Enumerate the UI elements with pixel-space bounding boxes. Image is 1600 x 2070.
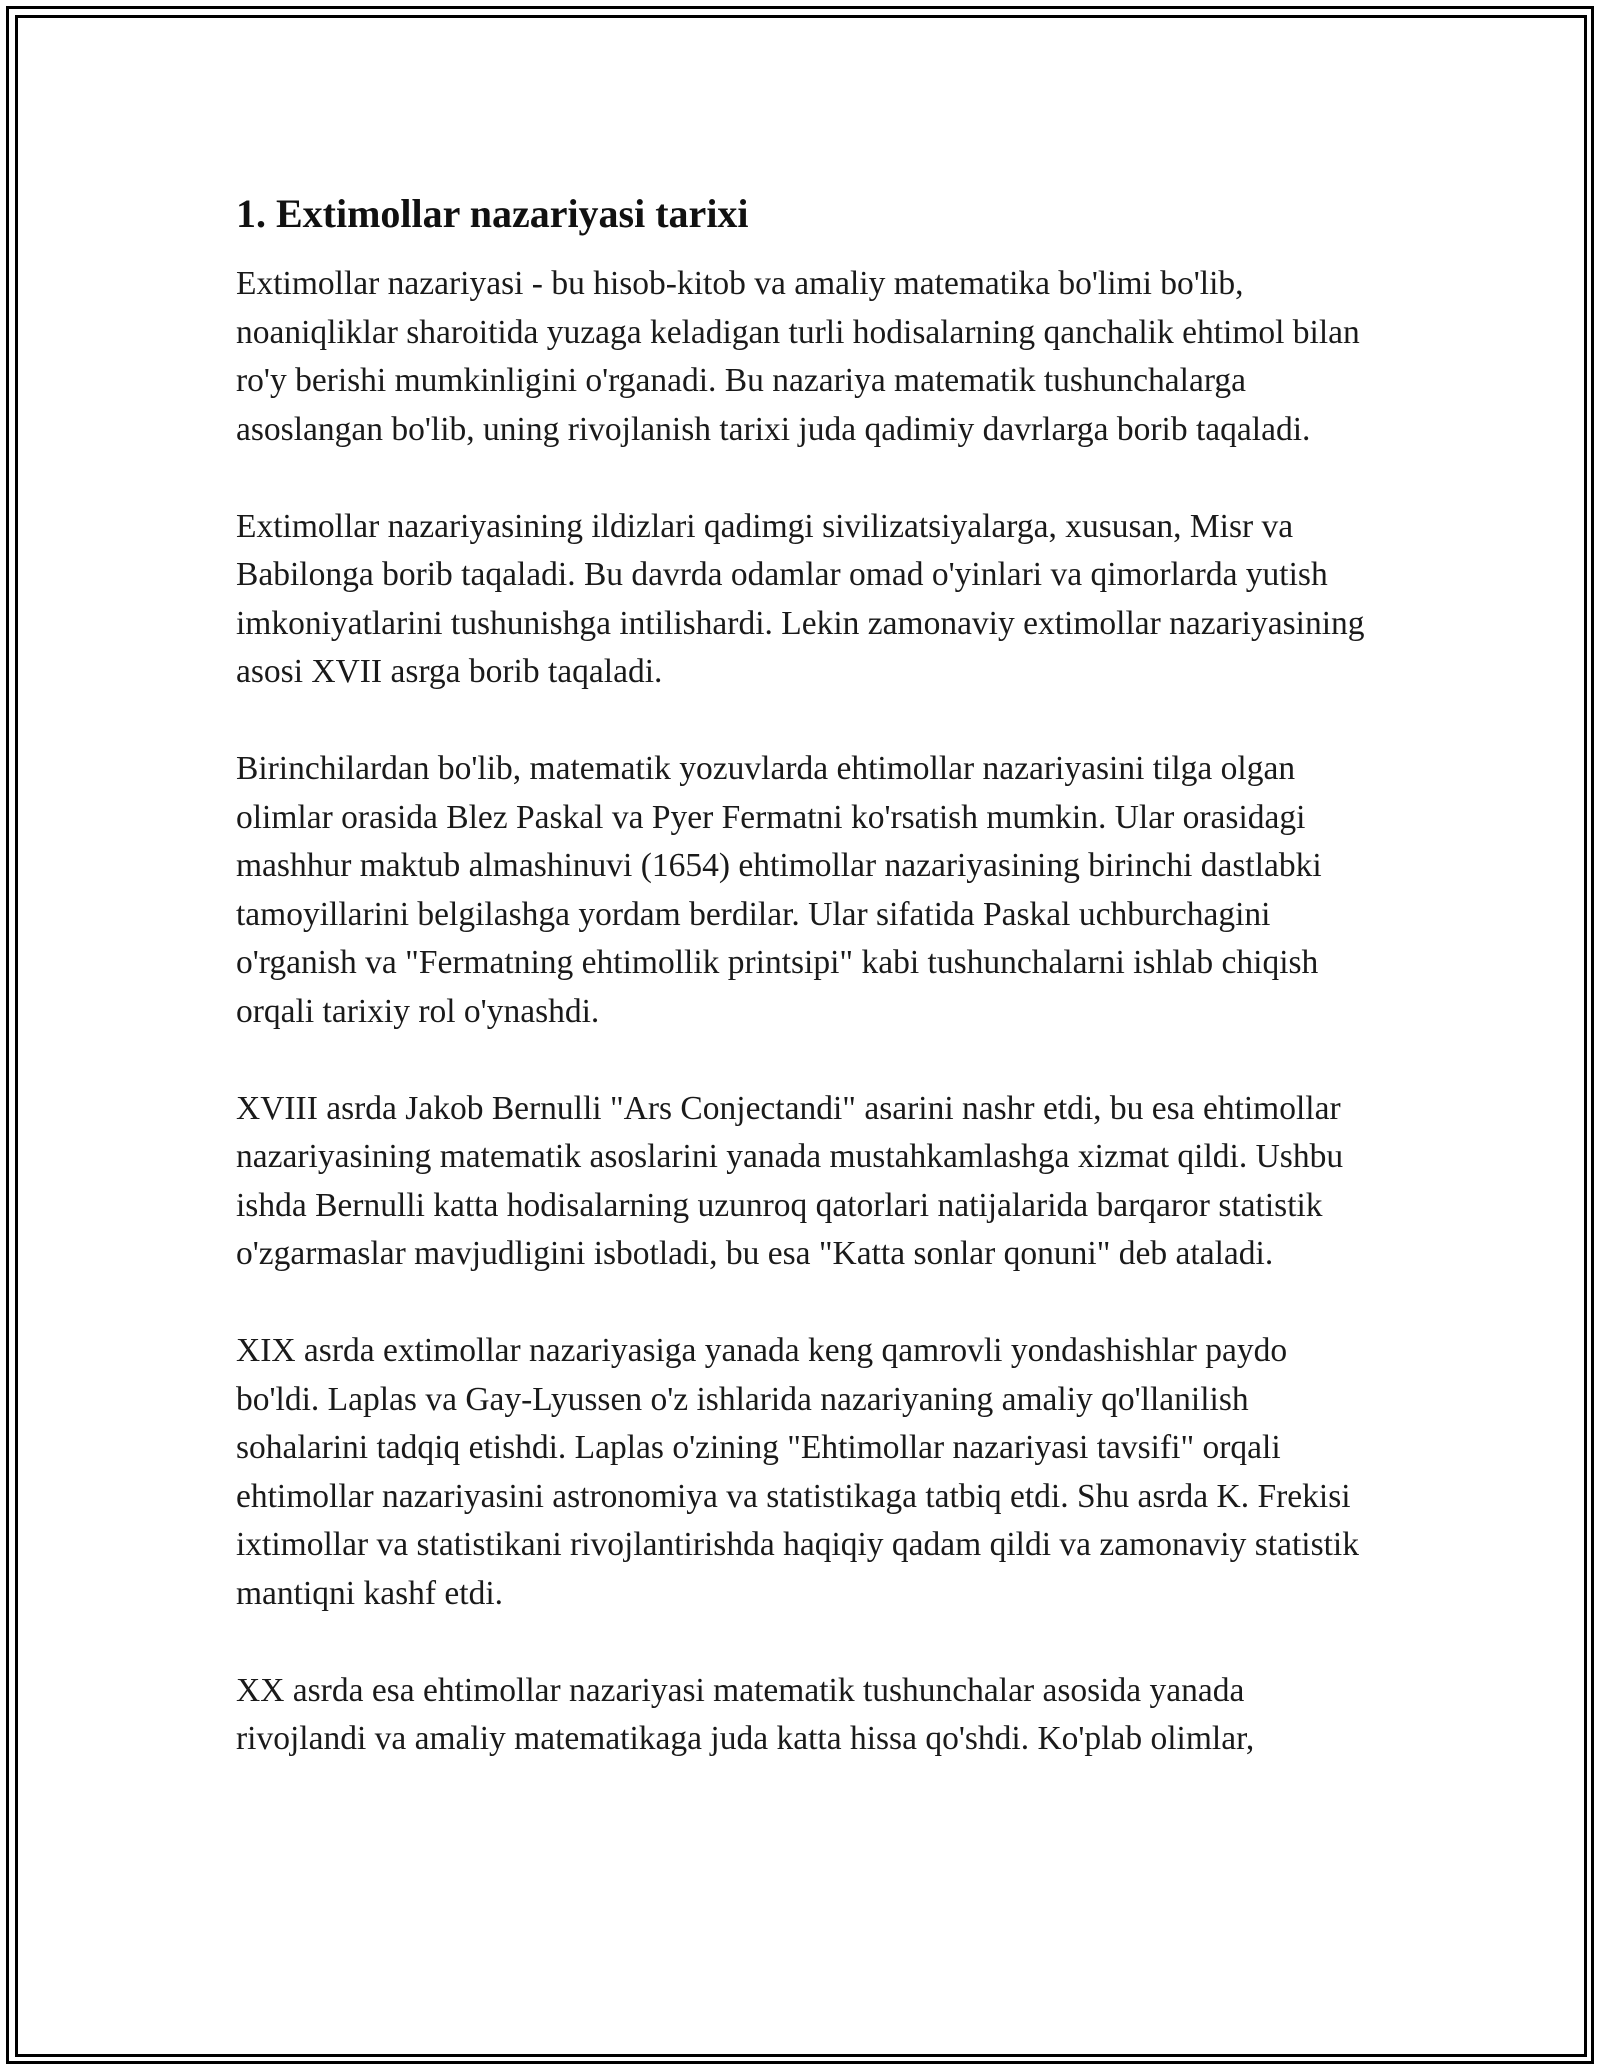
- paragraph-nineteenth-century: XIX asrda extimollar nazariyasiga yanada keng qamrovli yondashishlar paydo bo'ldi. Laplas va Gay-Lyussen o'z ishlarida nazariyaning amaliy qo'llanilish sohalarini tadqiq etishdi. Laplas o'zining "Ehtimollar nazariyasi tavsifi" orqali ehtimollar nazariyasini astronomiya va statistikaga tatbiq etdi. Shu asrda K. Frekisi ixtimollar va statistikani rivojlantirishda haqiqiy qadam qildi va zamonaviy statistik mantiqni kashf etdi.: [236, 1332, 1359, 1612]
- paragraph-definition: Extimollar nazariyasi - bu hisob-kitob va amaliy matematika bo'limi bo'lib, noaniqliklar sharoitida yuzaga keladigan turli hodisalarning qanchalik ehtimol bilan ro'y berishi mumkinligini o'rganadi. Bu nazariya matematik tushunchalarga asoslangan bo'lib, uning rivojlanish tarixi juda qadimiy davrlarga borib taqaladi.: [236, 265, 1360, 448]
- paragraph-ancient-roots: Extimollar nazariyasining ildizlari qadimgi sivilizatsiyalarga, xususan, Misr va Babilonga borib taqaladi. Bu davrda odamlar omad o'yinlari va qimorlarda yutish imkoniyatlarini tushunishga intilishardi. Lekin zamonaviy extimollar nazariyasining asosi XVII asrga borib taqaladi.: [236, 507, 1365, 690]
- paragraph-pascal-fermat: Birinchilardan bo'lib, matematik yozuvlarda ehtimollar nazariyasini tilga olgan olimlar orasida Blez Paskal va Pyer Fermatni ko'rsatish mumkin. Ular orasidagi mashhur maktub almashinuvi (1654) ehtimollar nazariyasining birinchi dastlabki tamoyillarini belgilashga yordam berdilar. Ular sifatida Paskal uchburchagini o'rganish va "Fermatning ehtimollik printsipi" kabi tushunchalarni ishlab chiqish orqali tarixiy rol o'ynashdi.: [236, 750, 1322, 1030]
- paragraph-twentieth-century: XX asrda esa ehtimollar nazariyasi matematik tushunchalar asosida yanada rivojlandi va amaliy matematikaga juda katta hissa qo'shdi. Ko'plab olimlar,: [236, 1671, 1255, 1757]
- document-body: [236, 190, 1366, 1812]
- paragraph-bernoulli: XVIII asrda Jakob Bernulli "Ars Conjectandi" asarini nashr etdi, bu esa ehtimollar nazariyasining matematik asoslarini yanada mustahkamlashga xizmat qildi. Ushbu ishda Bernulli katta hodisalarning uzunroq qatorlari natijalarida barqaror statistik o'zgarmaslar mavjudligini isbotladi, bu esa "Katta sonlar qonuni" deb ataladi.: [236, 1089, 1344, 1272]
- section-heading: 1. Extimollar nazariyasi tarixi: [236, 191, 749, 236]
